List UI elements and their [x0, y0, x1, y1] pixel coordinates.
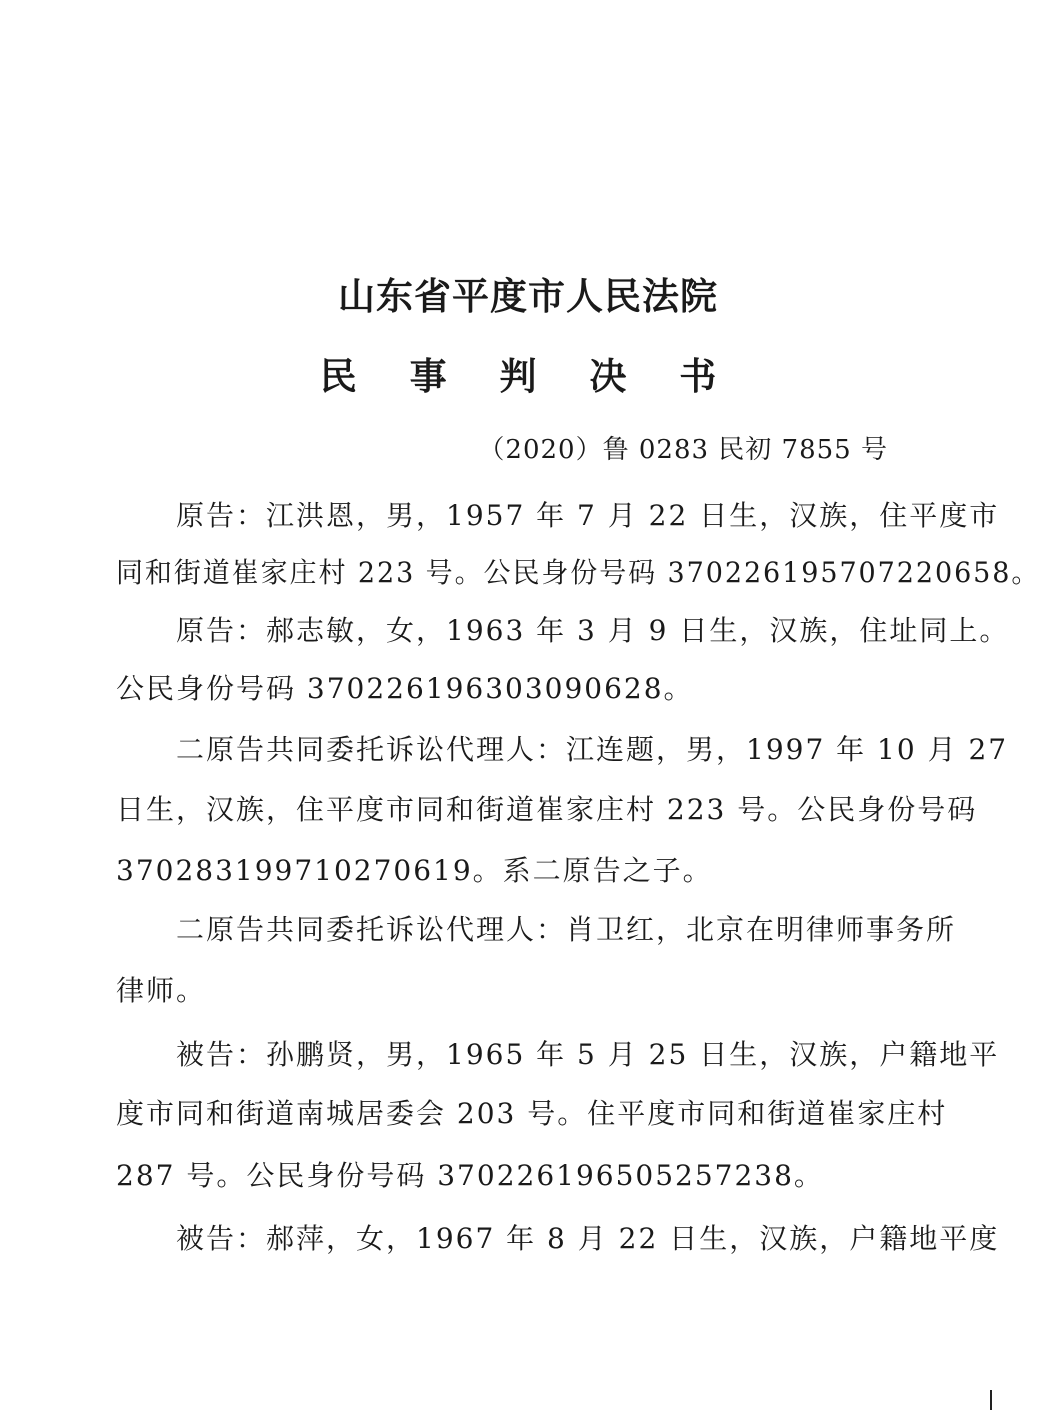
text-line: 日生，汉族，住平度市同和街道崔家庄村 223 号。公民身份号码: [116, 793, 978, 826]
text-line: 律师。: [116, 974, 207, 1007]
text-line: 287 号。公民身份号码 370226196505257238。: [116, 1159, 824, 1192]
document-title: 民 事 判 决 书: [319, 354, 737, 398]
text-line: 度市同和街道南城居委会 203 号。住平度市同和街道崔家庄村: [116, 1097, 948, 1130]
text-line: 二原告共同委托诉讼代理人：肖卫红，北京在明律师事务所: [176, 913, 957, 946]
text-line: 原告：郝志敏，女，1963 年 3 月 9 日生，汉族，住址同上。: [176, 614, 1010, 647]
text-line: 370283199710270619。系二原告之子。: [116, 854, 713, 887]
text-line: 被告：孙鹏贤，男，1965 年 5 月 25 日生，汉族，户籍地平: [176, 1038, 1000, 1071]
court-name: 山东省平度市人民法院: [338, 274, 718, 318]
case-number: （2020）鲁 0283 民初 7855 号: [478, 435, 888, 465]
text-line: 同和街道崔家庄村 223 号。公民身份号码 370226195707220658。: [116, 556, 1041, 589]
text-line: 原告：江洪恩，男，1957 年 7 月 22 日生，汉族，住平度市: [176, 499, 1000, 532]
text-line: 公民身份号码 370226196303090628。: [116, 672, 694, 705]
text-line: 被告：郝萍，女，1967 年 8 月 22 日生，汉族，户籍地平度: [176, 1222, 1000, 1255]
page-edge-mark: [990, 1390, 992, 1410]
text-line: 二原告共同委托诉讼代理人：江连题，男，1997 年 10 月 27: [176, 733, 1009, 766]
